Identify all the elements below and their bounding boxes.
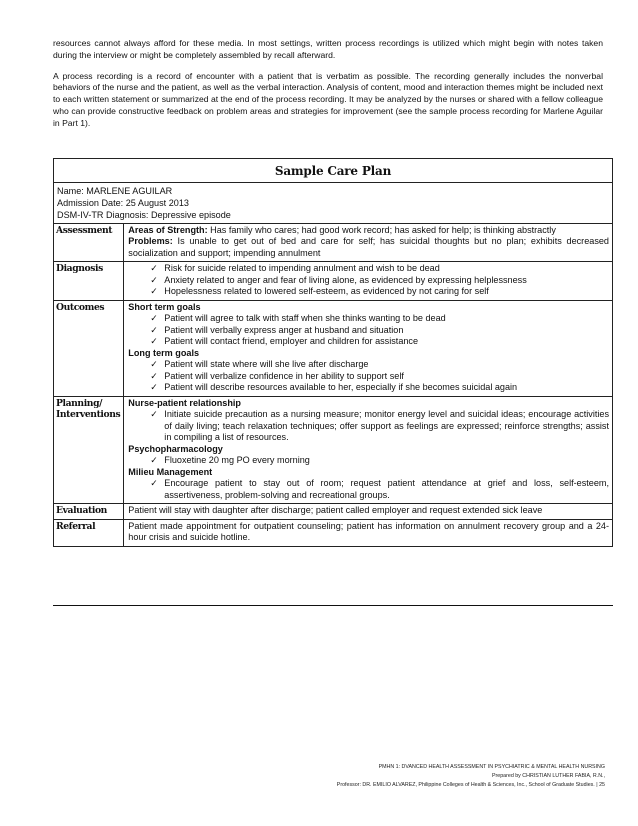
intro-paragraph-2: A process recording is a record of encounter with a patient that is verbatim as possible. The recording generally includes the nonverbal behaviors of the nurse and the patient, as well as the verbal interaction. Analysis of content, mood and interaction themes might be included next to each written statement or summarized at the end of the process recording. It may be analyzed by the nurses or shared with a fellow colleague who can provide constructive feedback on problem areas and strategies for improvement (see the sample process recording for Marlene Aguilar in Part 1).	[53, 70, 603, 128]
checkmark-icon: ✓	[150, 382, 158, 392]
strengths-text: Has family who cares; had good work record; has asked for help; is thinking abstractly	[207, 224, 556, 235]
checkmark-icon: ✓	[150, 324, 158, 335]
nurse-patient-list	[128, 409, 609, 444]
check-list-item	[150, 371, 609, 383]
checkmark-icon: ✓	[150, 286, 158, 296]
strengths-label: Areas of Strength:	[128, 224, 208, 235]
check-item-text: Encourage patient to stay out of room; request patient attendance at grief and loss, self-esteem, assertiveness, problem-solving and recreational groups.	[164, 478, 609, 500]
checkmark-icon: ✓	[150, 455, 158, 465]
check-item-text: Patient will verbalize confidence in her ability to support self	[164, 370, 404, 381]
row-evaluation	[54, 504, 613, 520]
check-item-text: Initiate suicide precaution as a nursing measure; monitor energy level and suicidal ideas; encourage activities of daily living; teach relaxation techniques; offer support as feelings are expressed; reinforce strengths; assist in compiling a list of resources.	[164, 409, 609, 442]
short-term-heading: Short term goals	[128, 301, 201, 312]
check-item-text: Hopelessness related to lowered self-esteem, as evidenced by not caring for self	[164, 286, 489, 296]
checkmark-icon: ✓	[150, 263, 158, 273]
diagnosis-list	[128, 263, 609, 298]
check-item-text: Anxiety related to anger and fear of living alone, as evidenced by expressing helplessness	[164, 274, 527, 285]
row-assessment	[54, 223, 613, 262]
assessment-label: Assessment	[54, 223, 124, 262]
check-list-item	[150, 263, 609, 275]
outcomes-label: Outcomes	[54, 300, 124, 396]
psychopharmacology-list	[128, 455, 609, 467]
check-list-item	[150, 359, 609, 371]
check-item-text: Patient will contact friend, employer and children for assistance	[164, 336, 419, 346]
check-list-item	[150, 286, 609, 298]
psychopharmacology-heading: Psychopharmacology	[128, 443, 223, 454]
checkmark-icon: ✓	[150, 370, 158, 381]
checkmark-icon: ✓	[150, 336, 158, 346]
problems-text: Is unable to get out of bed and care for self; has suicidal thoughts but no plan; exhibits decreased socialization and support; impending annulment	[128, 236, 609, 258]
long-term-heading: Long term goals	[128, 347, 200, 358]
check-list-item	[150, 336, 609, 348]
row-diagnosis	[54, 262, 613, 301]
patient-info	[54, 182, 613, 223]
short-term-list	[128, 313, 609, 348]
long-term-list	[128, 359, 609, 394]
planning-label-line1: Planning/	[56, 397, 103, 409]
problems-label: Problems:	[128, 236, 173, 246]
checkmark-icon: ✓	[150, 274, 158, 285]
evaluation-text: Patient will stay with daughter after discharge; patient called employer and request extended sick leave	[124, 504, 613, 520]
check-list-item	[150, 455, 609, 467]
check-item-text: Risk for suicide related to impending annulment and wish to be dead	[164, 263, 440, 273]
assessment-content	[124, 223, 613, 262]
check-item-text: Fluoxetine 20 mg PO every morning	[164, 455, 310, 465]
check-list-item	[150, 275, 609, 287]
horizontal-divider	[53, 605, 613, 606]
footer-course: PMHN 1: DVANCED HEALTH ASSESSMENT IN PSYCHIATRIC & MENTAL HEALTH NURSING	[378, 764, 605, 770]
footer-prepared-by: Prepared by CHRISTIAN LUTHER FABIA, R.N.,	[491, 773, 605, 780]
admission-date: Admission Date: 25 August 2013	[57, 197, 189, 208]
check-list-item	[150, 478, 609, 501]
row-outcomes	[54, 300, 613, 396]
footer-professor: Professor: DR. EMILIO ALVAREZ, Philippine Colleges of Health & Sciences, Inc., School of Graduate Studies. | 25	[336, 782, 605, 789]
check-list-item	[150, 382, 609, 394]
referral-label: Referral	[54, 519, 124, 546]
care-plan-table	[53, 158, 613, 547]
dsm-diagnosis: DSM-IV-TR Diagnosis: Depressive episode	[57, 209, 231, 220]
milieu-heading: Milieu Management	[128, 466, 213, 477]
row-referral	[54, 519, 613, 546]
checkmark-icon: ✓	[150, 409, 158, 419]
intro-paragraph-1: resources cannot always afford for these media. In most settings, written process recordings is utilized which might begin with notes taken during the interview or might be completely assembled by recall afterward.	[53, 38, 603, 60]
evaluation-label: Evaluation	[54, 504, 124, 520]
check-list-item	[150, 313, 609, 325]
patient-name: Name: MARLENE AGUILAR	[57, 185, 173, 196]
check-item-text: Patient will describe resources available to her, especially if she becomes suicidal again	[164, 382, 518, 392]
checkmark-icon: ✓	[150, 478, 158, 488]
milieu-list	[128, 478, 609, 501]
referral-text: Patient made appointment for outpatient counseling; patient has information on annulment recovery group and a 24-hour crisis and suicide hotline.	[124, 519, 613, 546]
checkmark-icon: ✓	[150, 313, 158, 323]
row-planning	[54, 396, 613, 504]
page-footer	[85, 763, 605, 791]
nurse-patient-heading: Nurse-patient relationship	[128, 397, 241, 408]
check-list-item	[150, 325, 609, 337]
diagnosis-label: Diagnosis	[54, 262, 124, 301]
checkmark-icon: ✓	[150, 359, 158, 369]
check-list-item	[150, 409, 609, 444]
care-plan-title: Sample Care Plan	[54, 159, 613, 183]
planning-label	[54, 396, 124, 504]
check-item-text: Patient will verbally express anger at husband and situation	[164, 324, 404, 335]
check-item-text: Patient will agree to talk with staff when she thinks wanting to be dead	[164, 313, 446, 323]
planning-label-line2: Interventions	[56, 409, 121, 420]
check-item-text: Patient will state where will she live after discharge	[164, 359, 369, 369]
intro-text	[53, 38, 603, 139]
